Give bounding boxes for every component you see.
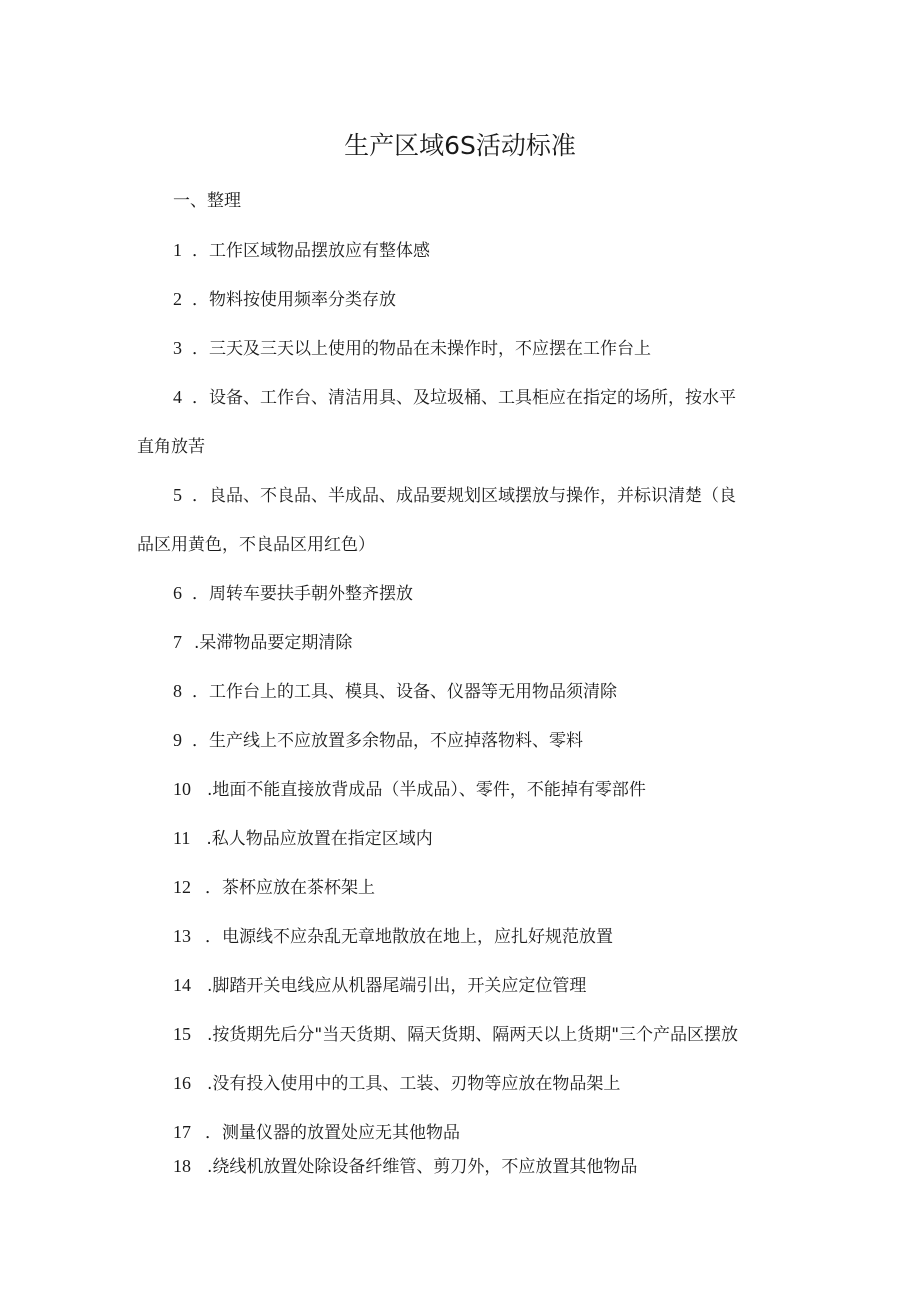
- item-number: 6: [173, 583, 182, 603]
- item-text: .脚踏开关电线应从机器尾端引出，开关应定位管理: [207, 976, 587, 996]
- list-item: [173, 873, 375, 898]
- item-number: 7: [173, 632, 182, 652]
- item-text: ．生产线上不应放置多余物品，不应掉落物料、零料: [192, 731, 583, 751]
- item-continuation: 直角放苦: [137, 437, 205, 457]
- item-text: ．茶杯应放在茶杯架上: [205, 878, 375, 898]
- item-number: 4: [173, 387, 182, 407]
- item-number: 15: [173, 1024, 191, 1044]
- list-item: [173, 1118, 460, 1143]
- list-item: [173, 677, 617, 702]
- list-item: [173, 775, 646, 800]
- list-item: [173, 383, 736, 408]
- item-continuation: 品区用黄色，不良品区用红色）: [137, 535, 375, 555]
- item-text: ．设备、工作台、清洁用具、及垃圾桶、工具柜应在指定的场所，按水平: [192, 388, 736, 408]
- page-title: 生产区域6S活动标准: [344, 131, 576, 160]
- item-text: .按货期先后分"当天货期、隔天货期、隔两天以上货期"三个产品区摆放: [207, 1025, 739, 1045]
- list-item: [173, 285, 396, 310]
- item-number: 18: [173, 1156, 191, 1176]
- item-text: ．良品、不良品、半成品、成品要规划区域摆放与操作，并标识清楚（良: [192, 486, 736, 506]
- list-item: [173, 334, 651, 359]
- item-number: 10: [173, 779, 191, 799]
- list-item: [173, 1020, 738, 1045]
- item-text: ．电源线不应杂乱无章地散放在地上，应扎好规范放置: [205, 927, 613, 947]
- list-item: [173, 1069, 620, 1094]
- item-number: 3: [173, 338, 182, 358]
- list-item: [173, 628, 352, 653]
- list-item: [173, 922, 613, 947]
- list-item: [173, 971, 586, 996]
- item-text: ．物料按使用频率分类存放: [192, 290, 396, 310]
- item-text: ．工作台上的工具、模具、设备、仪器等无用物品须清除: [192, 682, 617, 702]
- item-text: ．测量仪器的放置处应无其他物品: [205, 1123, 460, 1143]
- item-text: .地面不能直接放背成品（半成品）、零件，不能掉有零部件: [207, 780, 646, 800]
- list-item: [173, 236, 430, 261]
- item-text: ．周转车要扶手朝外整齐摆放: [192, 584, 413, 604]
- item-number: 1: [173, 240, 182, 260]
- item-number: 14: [173, 975, 191, 995]
- item-text: ．三天及三天以上使用的物品在未操作时，不应摆在工作台上: [192, 339, 651, 359]
- section-heading: 一、整理: [173, 191, 241, 211]
- list-item: [173, 1152, 637, 1177]
- item-text: ．工作区域物品摆放应有整体感: [192, 241, 430, 261]
- item-number: 9: [173, 730, 182, 750]
- item-text: .绕线机放置处除设备纤维管、剪刀外，不应放置其他物品: [207, 1157, 638, 1177]
- item-number: 16: [173, 1073, 191, 1093]
- item-number: 2: [173, 289, 182, 309]
- list-item: [173, 726, 583, 751]
- item-text: .没有投入使用中的工具、工装、刃物等应放在物品架上: [207, 1074, 621, 1094]
- list-item: [173, 481, 736, 506]
- item-text: .呆滞物品要定期清除: [194, 633, 353, 653]
- item-number: 8: [173, 681, 182, 701]
- item-number: 17: [173, 1122, 191, 1142]
- list-item: [173, 579, 413, 604]
- item-number: 12: [173, 877, 191, 897]
- list-item: [173, 824, 433, 849]
- item-number: 5: [173, 485, 182, 505]
- item-text: .私人物品应放置在指定区域内: [206, 829, 433, 849]
- item-number: 13: [173, 926, 191, 946]
- item-number: 11: [173, 828, 191, 848]
